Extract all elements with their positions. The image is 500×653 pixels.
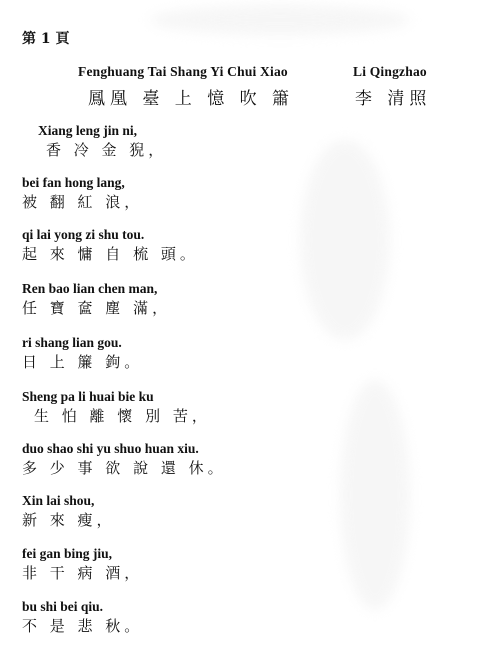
chinese-line: 香 冷 金 猊， [46, 141, 168, 159]
background-texture [150, 5, 410, 35]
pinyin-line: bei fan hong lang, [22, 175, 125, 190]
author-pinyin: Li Qingzhao [353, 64, 427, 79]
poem-line [38, 122, 167, 160]
pinyin-line: Xiang leng jin ni, [38, 123, 138, 138]
pinyin-line: Xin lai shou, [22, 493, 95, 508]
title-pinyin: Fenghuang Tai Shang Yi Chui Xiao [78, 64, 288, 79]
chinese-line: 新 來 瘦， [22, 511, 116, 529]
chinese-line: 任 寶 奩 塵 滿， [22, 299, 172, 317]
chinese-line: 起 來 慵 自 梳 頭。 [22, 245, 199, 263]
chinese-line: 非 干 病 酒， [22, 564, 144, 582]
pinyin-line: duo shao shi yu shuo huan xiu. [22, 441, 199, 456]
chinese-line: 不 是 悲 秋。 [22, 617, 144, 635]
chinese-line: 生 怕 離 懷 別 苦， [34, 407, 211, 425]
poem-line [22, 280, 171, 318]
poem-line [22, 545, 143, 583]
background-texture [300, 140, 390, 340]
poem-line [22, 598, 143, 636]
poem-line [22, 440, 227, 478]
pinyin-line: fei gan bing jiu, [22, 546, 113, 561]
pinyin-line: Sheng pa li huai bie ku [22, 389, 154, 404]
poem-line [22, 174, 143, 212]
poem-line [22, 492, 116, 530]
author-chinese: 李 清照 [355, 89, 432, 109]
background-texture [340, 380, 410, 610]
chinese-line: 多 少 事 欲 說 還 休。 [22, 459, 227, 477]
pinyin-line: qi lai yong zi shu tou. [22, 227, 145, 242]
poem-line [22, 388, 211, 426]
chinese-line: 日 上 簾 鉤。 [22, 353, 144, 371]
poem-line [22, 226, 199, 264]
pinyin-line: Ren bao lian chen man, [22, 281, 158, 296]
poem-line [22, 334, 143, 372]
pinyin-line: ri shang lian gou. [22, 335, 122, 350]
chinese-line: 被 翻 紅 浪， [22, 193, 144, 211]
title-chinese: 鳳凰 臺 上 憶 吹 簫 [88, 89, 295, 109]
pinyin-line: bu shi bei qiu. [22, 599, 104, 614]
page-label: 第 1 頁 [22, 31, 70, 47]
